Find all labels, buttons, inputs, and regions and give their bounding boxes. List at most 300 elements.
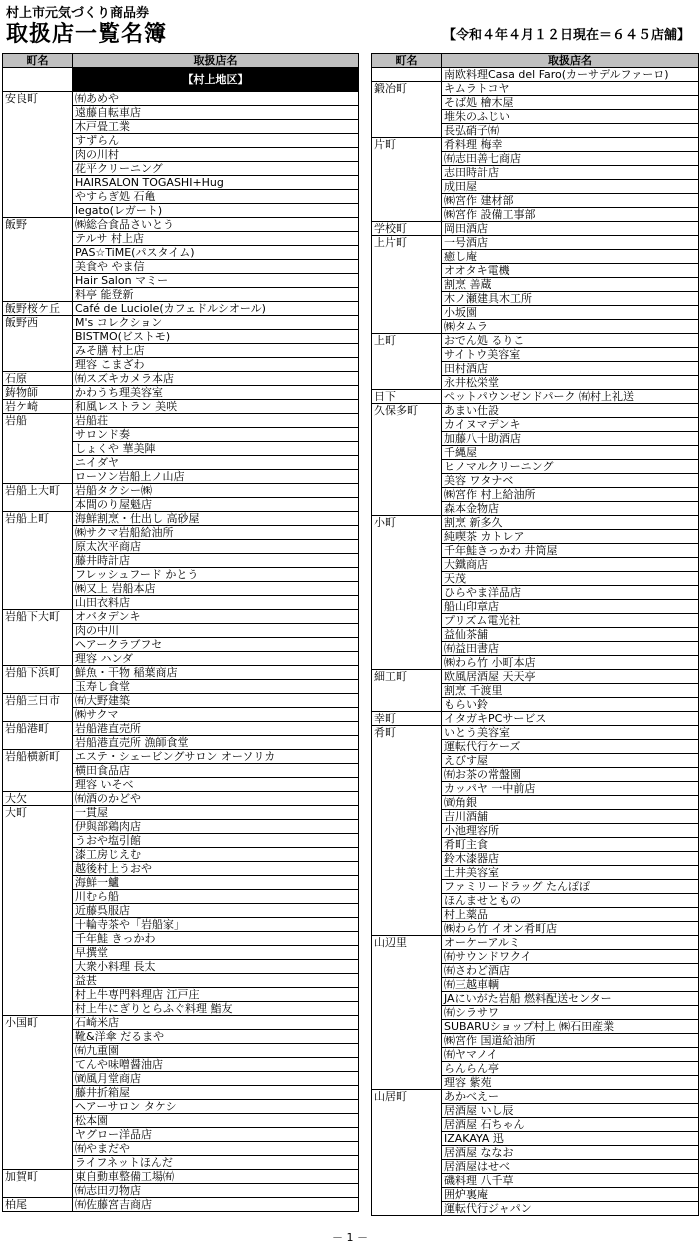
shop-cell: ㈱サクマ岩船給油所 <box>73 526 359 540</box>
table-row <box>3 484 359 498</box>
shop-cell: ㈲酒のかどや <box>73 792 359 806</box>
town-cell <box>372 194 442 208</box>
town-cell: 岩船下浜町 <box>3 666 73 680</box>
shop-cell: サロンド奏 <box>73 428 359 442</box>
shop-cell: 千縄屋 <box>442 446 699 460</box>
shop-cell: 癒し庵 <box>442 250 699 264</box>
town-cell <box>372 1048 442 1062</box>
table-row <box>372 754 699 768</box>
table-row <box>372 698 699 712</box>
town-cell <box>3 232 73 246</box>
shop-cell: 鮮魚・干物 稲葉商店 <box>73 666 359 680</box>
town-cell <box>372 418 442 432</box>
table-row <box>3 736 359 750</box>
shop-cell: オーケーアルミ <box>442 936 699 950</box>
shop-cell: 欧風居酒屋 天天亭 <box>442 670 699 684</box>
shop-cell: ㈱宮作 国道給油所 <box>442 1034 699 1048</box>
table-row <box>372 1146 699 1160</box>
town-cell <box>3 582 73 596</box>
table-row <box>3 232 359 246</box>
shop-cell: ヘアーサロン タケシ <box>73 1100 359 1114</box>
town-cell <box>372 1160 442 1174</box>
table-row <box>3 1170 359 1184</box>
table-row <box>3 274 359 288</box>
town-cell <box>3 1184 73 1198</box>
table-row <box>372 824 699 838</box>
town-cell: 岩船下大町 <box>3 610 73 624</box>
shop-cell: ペットパウンゼンドパーク ㈲村上礼送 <box>442 390 699 404</box>
town-cell: 小国町 <box>3 1016 73 1030</box>
town-cell <box>372 698 442 712</box>
table-row <box>372 390 699 404</box>
table-row <box>3 554 359 568</box>
table-row <box>3 120 359 134</box>
shop-cell: ㈲三越車輌 <box>442 978 699 992</box>
table-row <box>372 1174 699 1188</box>
table-row <box>372 250 699 264</box>
town-cell <box>372 1174 442 1188</box>
table-row <box>372 222 699 236</box>
town-cell <box>3 358 73 372</box>
table-row <box>372 684 699 698</box>
shop-cell: 土井美容室 <box>442 866 699 880</box>
shop-cell: 岩船港直売所 漁師食堂 <box>73 736 359 750</box>
shop-cell: 料亭 能登新 <box>73 288 359 302</box>
table-row <box>3 764 359 778</box>
shop-cell: 肴料理 梅幸 <box>442 138 699 152</box>
table-row <box>3 778 359 792</box>
table-row <box>372 124 699 138</box>
shop-cell: おでん処 るりこ <box>442 334 699 348</box>
town-cell <box>372 964 442 978</box>
town-cell <box>372 432 442 446</box>
table-row <box>372 474 699 488</box>
shop-cell: 南欧料理Casa del Faro(カーサデルファーロ) <box>442 68 699 82</box>
town-cell: 山居町 <box>372 1090 442 1104</box>
shop-cell: 運転代行ケーズ <box>442 740 699 754</box>
table-row <box>372 460 699 474</box>
table-row <box>3 974 359 988</box>
town-cell <box>3 190 73 204</box>
shop-cell: ひらやま洋品店 <box>442 586 699 600</box>
right-shop-table <box>371 53 699 1216</box>
table-row <box>372 600 699 614</box>
table-row <box>3 470 359 484</box>
shop-cell: サイトウ美容室 <box>442 348 699 362</box>
shop-cell: 原太次平商店 <box>73 540 359 554</box>
town-cell <box>372 292 442 306</box>
town-cell <box>3 526 73 540</box>
town-cell <box>3 848 73 862</box>
table-row <box>3 932 359 946</box>
town-cell: 安良町 <box>3 92 73 106</box>
shop-cell: 長弘硝子㈲ <box>442 124 699 138</box>
town-cell <box>372 124 442 138</box>
shop-cell: 近藤呉服店 <box>73 904 359 918</box>
shop-cell: 天茂 <box>442 572 699 586</box>
table-row <box>372 908 699 922</box>
table-row <box>372 1062 699 1076</box>
table-row <box>3 1030 359 1044</box>
shop-cell: 居酒屋 ななお <box>442 1146 699 1160</box>
table-row <box>372 922 699 936</box>
shop-cell: 割烹 新多久 <box>442 516 699 530</box>
table-row <box>3 1156 359 1170</box>
shop-cell: ㈱わら竹 イオン肴町店 <box>442 922 699 936</box>
town-cell <box>372 348 442 362</box>
table-row <box>372 306 699 320</box>
shop-cell: 鈴木漆器店 <box>442 852 699 866</box>
town-cell <box>372 922 442 936</box>
shop-cell: ほんませともの <box>442 894 699 908</box>
shop-cell: みそ膳 村上店 <box>73 344 359 358</box>
town-cell <box>3 162 73 176</box>
shop-cell: 川むら船 <box>73 890 359 904</box>
shop-cell: 一貫屋 <box>73 806 359 820</box>
shop-cell: SUBARUショップ村上 ㈱石田産業 <box>442 1020 699 1034</box>
table-row <box>372 432 699 446</box>
shop-cell: 船山印章店 <box>442 600 699 614</box>
table-row <box>372 446 699 460</box>
town-cell <box>3 680 73 694</box>
town-cell <box>3 176 73 190</box>
shop-cell: オオタキ電機 <box>442 264 699 278</box>
town-cell <box>3 1156 73 1170</box>
town-cell: 上町 <box>372 334 442 348</box>
table-row <box>372 712 699 726</box>
town-cell <box>372 740 442 754</box>
town-cell: 小町 <box>372 516 442 530</box>
town-cell <box>3 834 73 848</box>
town-cell <box>3 624 73 638</box>
town-cell <box>372 852 442 866</box>
shop-cell: 森本金物店 <box>442 502 699 516</box>
table-row <box>3 568 359 582</box>
table-row <box>372 1034 699 1048</box>
shop-cell: えびす屋 <box>442 754 699 768</box>
town-cell <box>3 736 73 750</box>
table-row <box>3 1086 359 1100</box>
shop-cell: 木戸畳工業 <box>73 120 359 134</box>
town-cell <box>372 180 442 194</box>
table-row <box>372 810 699 824</box>
table-row <box>3 176 359 190</box>
page-header <box>4 2 696 48</box>
table-row <box>3 708 359 722</box>
shop-cell: ㈲九重園 <box>73 1044 359 1058</box>
town-cell <box>3 554 73 568</box>
shop-cell: ㈱タムラ <box>442 320 699 334</box>
town-cell: 肴町 <box>372 726 442 740</box>
shop-cell: M's コレクション <box>73 316 359 330</box>
shop-cell: 肴町主食 <box>442 838 699 852</box>
shop-cell: ローソン岩船上ノ山店 <box>73 470 359 484</box>
town-cell <box>372 1062 442 1076</box>
town-cell <box>372 502 442 516</box>
shop-cell: 村上牛にぎりとらふぐ料理 鮨友 <box>73 1002 359 1016</box>
town-cell <box>372 320 442 334</box>
shop-cell: 吉川酒舗 <box>442 810 699 824</box>
shop-cell: BISTMO(ビストモ) <box>73 330 359 344</box>
table-row <box>3 512 359 526</box>
shop-cell: 東自動車整備工場㈲ <box>73 1170 359 1184</box>
table-row <box>372 614 699 628</box>
town-cell <box>372 152 442 166</box>
town-cell <box>372 684 442 698</box>
shop-cell: 千年鮭きっかわ 井筒屋 <box>442 544 699 558</box>
shop-cell: ヤグロー洋品店 <box>73 1128 359 1142</box>
town-cell: 上片町 <box>372 236 442 250</box>
shop-cell: 山田衣料店 <box>73 596 359 610</box>
town-cell: 久保多町 <box>372 404 442 418</box>
town-cell: 柏尾 <box>3 1198 73 1212</box>
column-header-town: 町名 <box>3 54 73 68</box>
table-row <box>372 530 699 544</box>
table-row <box>372 1076 699 1090</box>
column-header-shop: 取扱店名 <box>442 54 699 68</box>
table-row <box>372 348 699 362</box>
town-cell: 大町 <box>3 806 73 820</box>
town-cell: 大欠 <box>3 792 73 806</box>
town-cell: 鍛冶町 <box>372 82 442 96</box>
town-cell <box>372 796 442 810</box>
table-row <box>372 418 699 432</box>
table-row <box>3 1072 359 1086</box>
town-cell <box>372 600 442 614</box>
shop-cell: ㈲志田善七商店 <box>442 152 699 166</box>
table-row <box>3 862 359 876</box>
shop-cell: カッパヤ 一中前店 <box>442 782 699 796</box>
table-row <box>3 1058 359 1072</box>
town-cell <box>372 68 442 82</box>
shop-cell: 肉の中川 <box>73 624 359 638</box>
table-row <box>372 1118 699 1132</box>
page-number: － 1 － <box>332 1231 368 1244</box>
town-cell <box>372 362 442 376</box>
shop-cell: ㈱わら竹 小町本店 <box>442 656 699 670</box>
town-cell <box>372 754 442 768</box>
table-row <box>3 1100 359 1114</box>
table-row <box>3 1198 359 1212</box>
town-cell <box>3 246 73 260</box>
shop-cell: ㈾角銀 <box>442 796 699 810</box>
district-heading: 【村上地区】 <box>73 68 359 92</box>
shop-cell: ㈾風月堂商店 <box>73 1072 359 1086</box>
town-cell <box>372 1146 442 1160</box>
town-cell <box>3 876 73 890</box>
table-row <box>372 656 699 670</box>
town-cell: 学校町 <box>372 222 442 236</box>
shop-cell: ㈱サクマ <box>73 708 359 722</box>
shop-cell: ㈲サウンドワクイ <box>442 950 699 964</box>
shop-cell: 玉寿し食堂 <box>73 680 359 694</box>
shop-cell: 海鮮割烹・仕出し 高砂屋 <box>73 512 359 526</box>
town-cell <box>372 166 442 180</box>
table-row <box>3 848 359 862</box>
shop-cell: 大鐵商店 <box>442 558 699 572</box>
shop-cell: ㈱宮作 村上給油所 <box>442 488 699 502</box>
table-row <box>372 992 699 1006</box>
shop-cell: ヘアークラブフセ <box>73 638 359 652</box>
table-row <box>3 680 359 694</box>
table-row <box>372 726 699 740</box>
shop-cell: 割烹 善蔵 <box>442 278 699 292</box>
table-row <box>372 166 699 180</box>
shop-cell: 益仙茶舗 <box>442 628 699 642</box>
shop-cell: 遠藤自転車店 <box>73 106 359 120</box>
town-cell: 細工町 <box>372 670 442 684</box>
town-cell <box>3 1044 73 1058</box>
shop-cell: 村上牛専門料理店 江戸庄 <box>73 988 359 1002</box>
town-cell <box>3 960 73 974</box>
town-cell <box>372 474 442 488</box>
shop-cell: 松本園 <box>73 1114 359 1128</box>
table-row <box>3 148 359 162</box>
table-row <box>3 134 359 148</box>
shop-cell: テルサ 村上店 <box>73 232 359 246</box>
left-shop-table <box>2 53 359 1212</box>
shop-cell: 花平クリーニング <box>73 162 359 176</box>
shop-cell: 加藤八十助酒店 <box>442 432 699 446</box>
table-row <box>372 180 699 194</box>
table-row <box>3 890 359 904</box>
table-row <box>3 260 359 274</box>
town-cell <box>372 642 442 656</box>
shop-cell: 磯料理 八千草 <box>442 1174 699 1188</box>
town-cell <box>3 1002 73 1016</box>
shop-cell: 岩船タクシー㈱ <box>73 484 359 498</box>
table-row <box>372 404 699 418</box>
town-cell: 幸町 <box>372 712 442 726</box>
town-cell <box>3 344 73 358</box>
town-cell <box>372 488 442 502</box>
table-row <box>3 946 359 960</box>
town-cell <box>372 768 442 782</box>
town-cell: 岩船上町 <box>3 512 73 526</box>
table-row <box>372 1006 699 1020</box>
shop-cell: 居酒屋 石ちゃん <box>442 1118 699 1132</box>
town-cell <box>372 1132 442 1146</box>
town-cell <box>372 782 442 796</box>
town-cell <box>3 904 73 918</box>
table-row <box>372 264 699 278</box>
shop-cell: ㈱宮作 建材部 <box>442 194 699 208</box>
table-row <box>3 204 359 218</box>
town-cell <box>3 204 73 218</box>
town-cell <box>372 824 442 838</box>
table-row <box>372 68 699 82</box>
shop-cell: ㈲佐藤宮吉商店 <box>73 1198 359 1212</box>
shop-cell: 藤井時計店 <box>73 554 359 568</box>
table-row <box>372 334 699 348</box>
table-row <box>372 796 699 810</box>
town-cell <box>3 764 73 778</box>
shop-cell: キムラトコヤ <box>442 82 699 96</box>
table-row <box>3 610 359 624</box>
town-cell <box>372 992 442 1006</box>
table-row <box>372 152 699 166</box>
town-cell: 岩ケ崎 <box>3 400 73 414</box>
town-cell <box>372 1006 442 1020</box>
table-row <box>372 516 699 530</box>
table-row <box>372 236 699 250</box>
shop-cell: 岩船荘 <box>73 414 359 428</box>
shop-cell: ㈱宮作 設備工事部 <box>442 208 699 222</box>
town-cell <box>3 862 73 876</box>
shop-cell: JAにいがた岩船 燃料配送センター <box>442 992 699 1006</box>
town-cell: 片町 <box>372 138 442 152</box>
table-row <box>372 964 699 978</box>
table-row <box>372 768 699 782</box>
table-row <box>3 526 359 540</box>
table-row <box>3 190 359 204</box>
shop-cell: 村上薬品 <box>442 908 699 922</box>
table-row <box>3 330 359 344</box>
shop-cell: 岩船港直売所 <box>73 722 359 736</box>
table-row <box>3 162 359 176</box>
shop-cell: あまい仕設 <box>442 404 699 418</box>
table-row <box>372 544 699 558</box>
table-row <box>3 442 359 456</box>
town-cell <box>372 376 442 390</box>
table-row <box>372 880 699 894</box>
town-cell: 岩船横新町 <box>3 750 73 764</box>
table-row <box>3 92 359 106</box>
shop-cell: 越後村上うおや <box>73 862 359 876</box>
shop-cell: 志田時計店 <box>442 166 699 180</box>
table-row <box>3 1016 359 1030</box>
table-row <box>3 876 359 890</box>
town-cell: 岩船上大町 <box>3 484 73 498</box>
table-row <box>3 1002 359 1016</box>
town-cell <box>372 656 442 670</box>
shop-cell: すずらん <box>73 134 359 148</box>
town-cell <box>372 278 442 292</box>
town-cell <box>3 1128 73 1142</box>
table-row <box>3 218 359 232</box>
shop-cell: 漆工房じえむ <box>73 848 359 862</box>
town-cell <box>372 1188 442 1202</box>
town-cell <box>372 208 442 222</box>
shop-cell: あかべえー <box>442 1090 699 1104</box>
town-cell <box>372 446 442 460</box>
shop-cell: 一号酒店 <box>442 236 699 250</box>
shop-cell: 伊與部鶏肉店 <box>73 820 359 834</box>
table-row <box>3 302 359 316</box>
shop-cell: そば処 檜木屋 <box>442 96 699 110</box>
town-cell <box>3 442 73 456</box>
town-cell <box>372 950 442 964</box>
town-cell <box>372 880 442 894</box>
table-row <box>372 628 699 642</box>
shop-cell: ㈲あめや <box>73 92 359 106</box>
table-row <box>372 488 699 502</box>
shop-cell: うおや塩引館 <box>73 834 359 848</box>
town-cell: 飯野桜ケ丘 <box>3 302 73 316</box>
shop-cell: 靴&洋傘 だるまや <box>73 1030 359 1044</box>
table-row <box>372 194 699 208</box>
shop-cell: かわうち理美容室 <box>73 386 359 400</box>
shop-cell: 小坂園 <box>442 306 699 320</box>
shop-cell: フレッシュフード かとう <box>73 568 359 582</box>
town-cell <box>3 470 73 484</box>
town-cell: 飯野西 <box>3 316 73 330</box>
table-row <box>372 1090 699 1104</box>
shop-cell: ㈲ヤマノイ <box>442 1048 699 1062</box>
shop-cell: ライフネットほんだ <box>73 1156 359 1170</box>
table-row <box>3 1114 359 1128</box>
shop-cell: ㈲益田書店 <box>442 642 699 656</box>
